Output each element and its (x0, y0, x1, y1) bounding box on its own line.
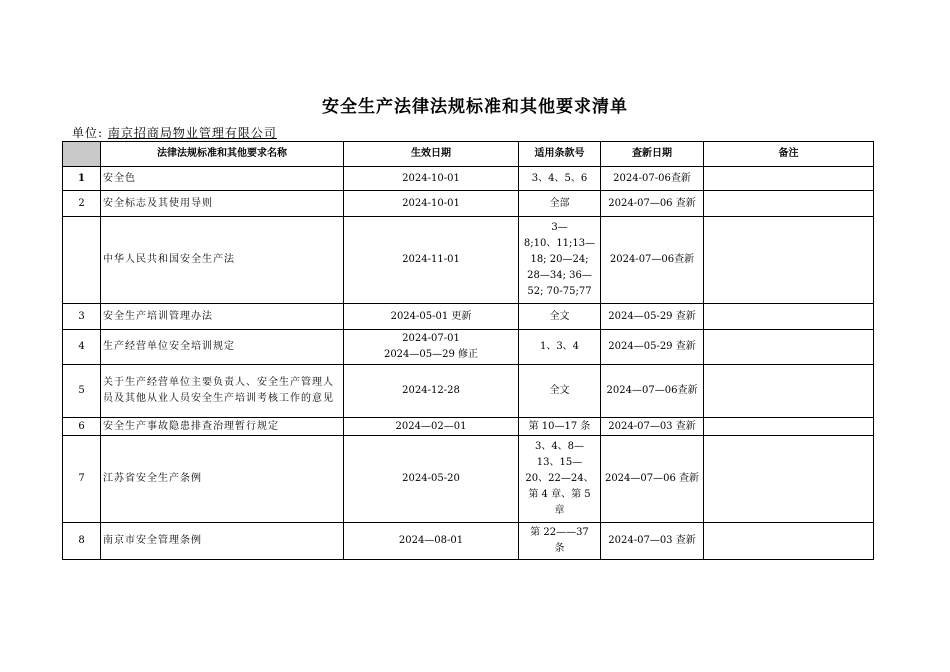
unit-org: 南京招商局物业管理有限公司 (107, 126, 277, 140)
row-date (344, 304, 519, 330)
row-clauses-line: 全文 (549, 310, 570, 322)
header-check: 查新日期 (601, 142, 704, 167)
row-index: 8 (63, 523, 101, 560)
row-remark (704, 418, 874, 436)
row-remark (704, 365, 874, 418)
row-check-date: 2024—05-29 查新 (601, 330, 704, 365)
row-clauses-line: 13、15— (536, 457, 583, 468)
row-date (344, 436, 519, 523)
row-check-date: 2024—07—06 查新 (601, 436, 704, 523)
row-date (344, 523, 519, 560)
row-clauses (519, 436, 601, 523)
row-date-line: 2024—08-01 (398, 535, 464, 546)
header-index (63, 142, 101, 167)
table-row (63, 436, 874, 523)
row-name: 关于生产经营单位主要负责人、安全生产管理人员及其他从业人员安全生产培训考核工作的意见 (101, 365, 344, 418)
row-date-line: 2024-10-01 (402, 172, 460, 184)
regulations-table (62, 141, 874, 560)
row-index: 2 (63, 191, 101, 217)
row-date-line: 2024-12-28 (402, 385, 460, 396)
row-name: 中华人民共和国安全生产法 (101, 217, 344, 304)
row-clauses-line: 第 4 章、第 5 (528, 489, 591, 500)
row-remark (704, 167, 874, 191)
header-row (63, 142, 874, 167)
row-date-line: 2024-10-01 (402, 197, 460, 209)
row-clauses (519, 523, 601, 560)
row-clauses-line: 全部 (549, 197, 570, 209)
row-clauses-line: 3、4、8— (534, 441, 585, 452)
row-clauses-line: 52; 70-75;77 (527, 286, 592, 297)
row-clauses-line: 3— (551, 222, 568, 233)
unit-line (72, 124, 277, 141)
row-name: 南京市安全管理条例 (101, 523, 344, 560)
row-clauses (519, 365, 601, 418)
row-name: 安全标志及其使用导则 (101, 191, 344, 217)
header-date: 生效日期 (344, 142, 519, 167)
row-clauses-line: 章 (554, 505, 565, 516)
row-check-date: 2024—07—06查新 (601, 365, 704, 418)
row-name: 安全色 (101, 167, 344, 191)
row-name: 江苏省安全生产条例 (101, 436, 344, 523)
row-check-date: 2024-07—06 查新 (601, 191, 704, 217)
row-remark (704, 304, 874, 330)
header-clauses: 适用条款号 (519, 142, 601, 167)
row-clauses-line: 全文 (549, 385, 570, 396)
row-name: 安全生产事故隐患排查治理暂行规定 (101, 418, 344, 436)
row-remark (704, 217, 874, 304)
row-clauses-line: 28—34; 36— (527, 270, 592, 281)
row-remark (704, 436, 874, 523)
row-clauses-line: 18; 20—24; (530, 254, 589, 265)
row-date-line: 2024-11-01 (402, 254, 460, 265)
row-date-line: 2024—02—01 (395, 420, 467, 432)
row-date-line: 2024-05-20 (402, 473, 460, 484)
row-remark (704, 191, 874, 217)
row-date (344, 365, 519, 418)
row-remark (704, 523, 874, 560)
row-clauses (519, 418, 601, 436)
row-clauses-line: 第 10—17 条 (528, 420, 591, 432)
table-row (63, 217, 874, 304)
header-remark: 备注 (704, 142, 874, 167)
row-clauses (519, 167, 601, 191)
row-check-date: 2024-07-06查新 (601, 167, 704, 191)
row-check-date: 2024—05-29 查新 (601, 304, 704, 330)
page-title: 安全生产法律法规标准和其他要求清单 (322, 97, 628, 117)
row-date-line: 2024-07-01 (402, 333, 460, 344)
table-row (63, 167, 874, 191)
row-index (63, 217, 101, 304)
table-row (63, 304, 874, 330)
row-index: 6 (63, 418, 101, 436)
table-row (63, 523, 874, 560)
row-check-date: 2024-07—03 查新 (601, 523, 704, 560)
row-clauses (519, 217, 601, 304)
row-clauses-line: 第 22——37 (530, 527, 589, 538)
row-clauses-line: 条 (554, 543, 565, 554)
row-date (344, 330, 519, 365)
row-clauses-line: 8;10、11;13— (523, 238, 596, 249)
row-index: 5 (63, 365, 101, 418)
unit-label: 单位: (72, 126, 104, 140)
row-check-date: 2024-07—03 查新 (601, 418, 704, 436)
row-clauses-line: 3、4、5、6 (531, 172, 588, 184)
row-clauses (519, 330, 601, 365)
header-name: 法律法规标准和其他要求名称 (101, 142, 344, 167)
row-clauses (519, 191, 601, 217)
row-name: 生产经营单位安全培训规定 (101, 330, 344, 365)
row-clauses (519, 304, 601, 330)
row-date (344, 418, 519, 436)
row-name: 安全生产培训管理办法 (101, 304, 344, 330)
row-check-date: 2024-07—06查新 (601, 217, 704, 304)
row-index: 7 (63, 436, 101, 523)
row-date-line: 2024—05—29 修正 (383, 349, 479, 360)
row-index: 1 (63, 167, 101, 191)
row-index: 3 (63, 304, 101, 330)
row-clauses-line: 20、22—24、 (525, 473, 594, 484)
table-row (63, 330, 874, 365)
row-index: 4 (63, 330, 101, 365)
table-row (63, 418, 874, 436)
table-row (63, 365, 874, 418)
row-clauses-line: 1、3、4 (539, 341, 580, 352)
row-remark (704, 330, 874, 365)
row-date (344, 191, 519, 217)
row-date (344, 217, 519, 304)
row-date-line: 2024-05-01 更新 (390, 310, 472, 322)
table-row (63, 191, 874, 217)
row-date (344, 167, 519, 191)
